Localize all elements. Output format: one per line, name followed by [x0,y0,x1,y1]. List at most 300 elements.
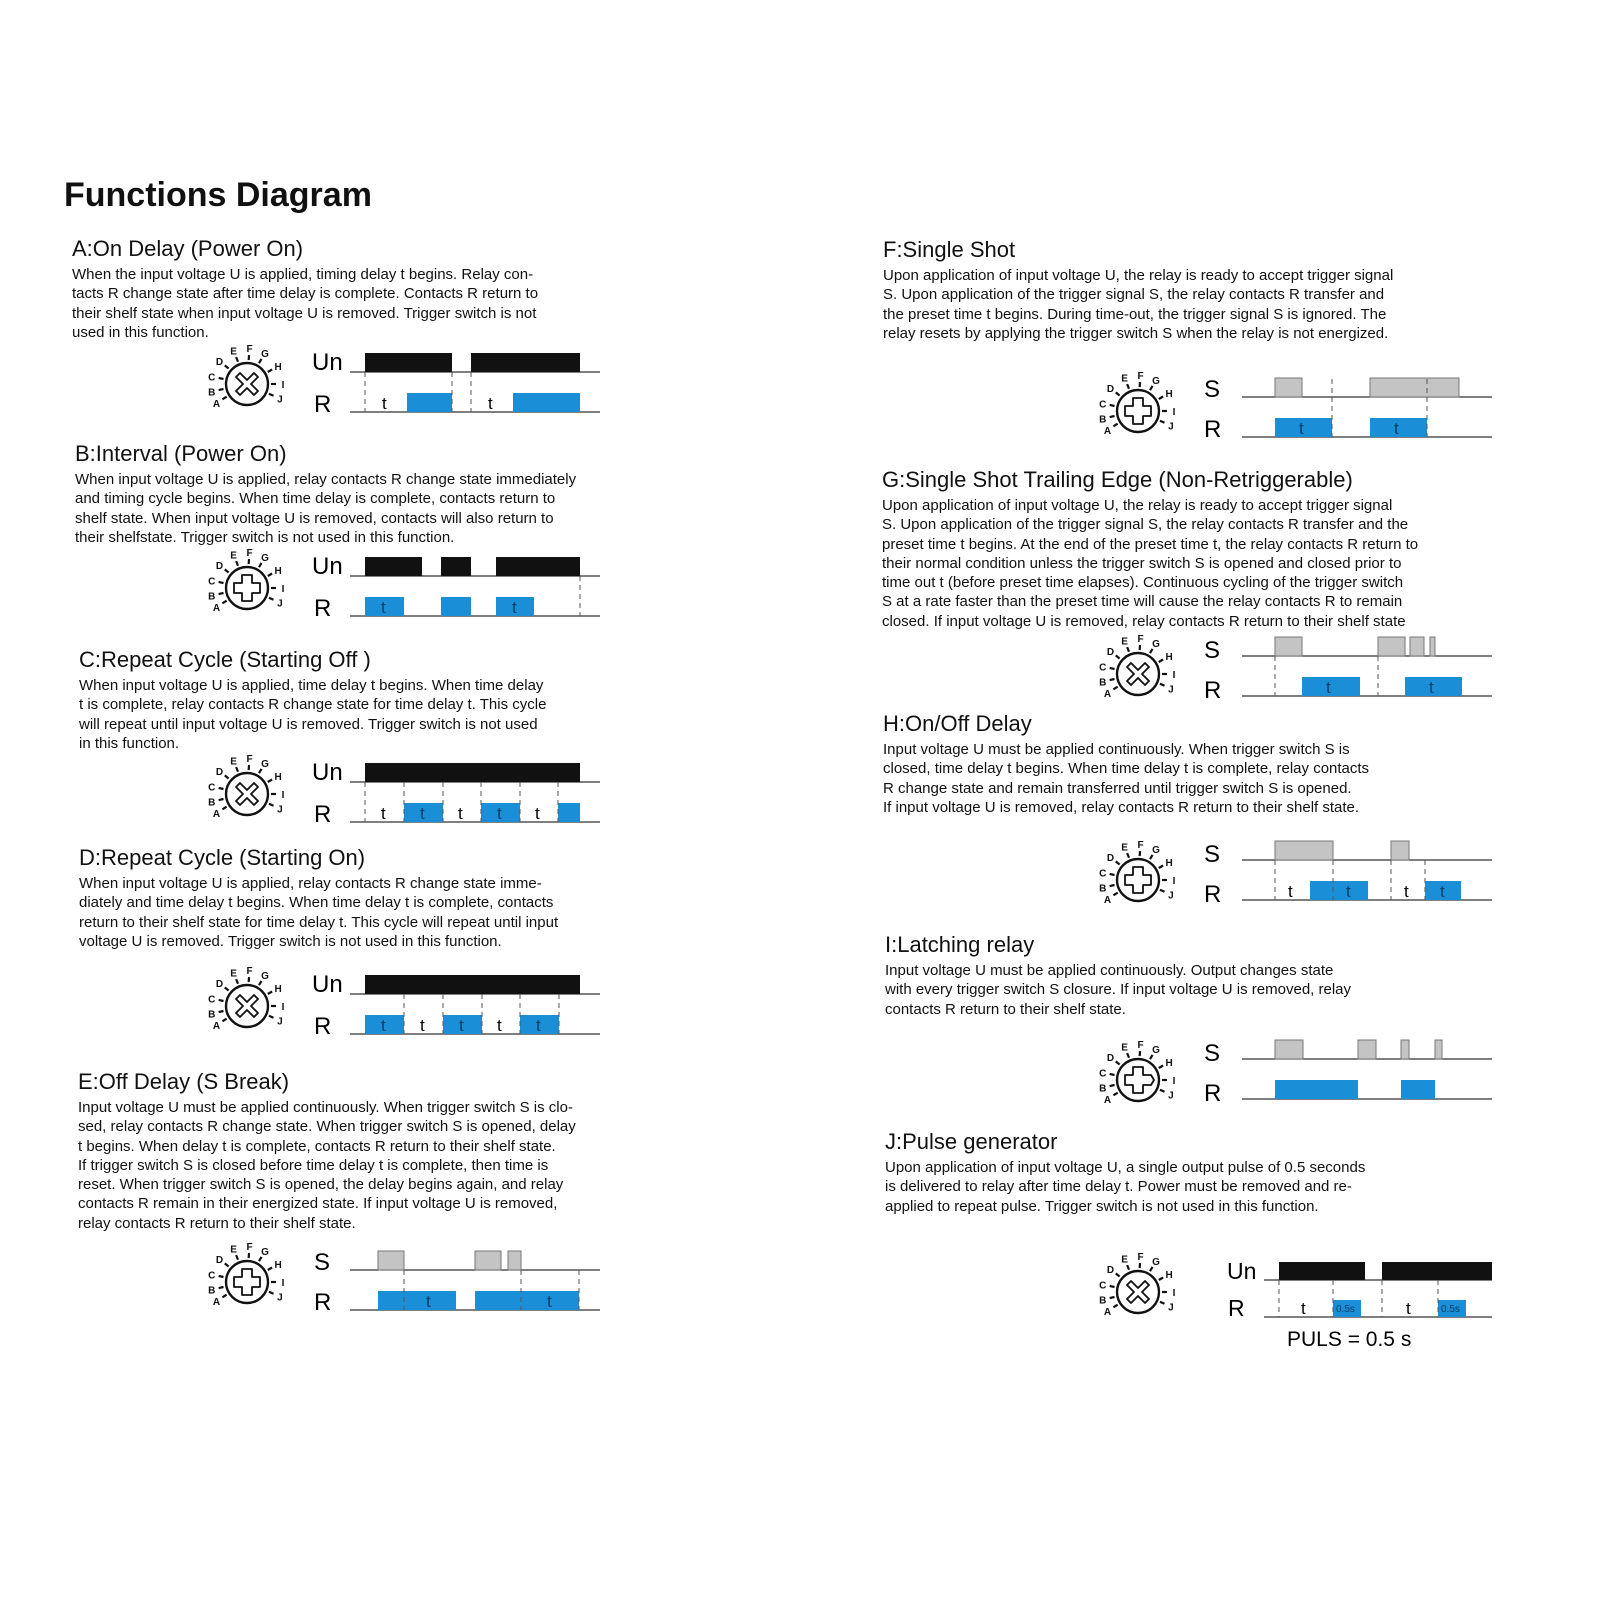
dial-letter: B [208,591,216,603]
timing-diagram-a [200,344,620,424]
dial-letter: E [230,756,237,768]
dial-letter: I [1172,407,1176,418]
dial-letter: B [1099,1295,1107,1307]
dial-letter: C [208,1270,216,1282]
delay-label: t [1429,678,1434,697]
dial-tick [219,582,224,583]
s-pulse [1430,637,1435,656]
dial-letter: J [277,598,283,610]
delay-label: t [488,394,493,413]
s-pulse [1391,841,1409,860]
section-description: When the input voltage U is applied, timing delay t begins. Relay con- tacts R change state after time delay is complete. Contacts R return to their shelf state when input voltage U is removed. Trigger switch is not used in this function. [72,266,539,341]
dial-letter: E [1121,1042,1128,1054]
section-title: D:Repeat Cycle (Starting On) [79,845,366,870]
dial-letter: A [212,603,221,615]
dial-tick [222,1019,226,1022]
dial-letter: B [208,1285,216,1297]
dial-letter: I [1172,1288,1176,1299]
dial-tick [1110,416,1115,417]
mode-dial-icon [1099,840,1175,906]
dial-letter: F [246,1242,253,1254]
dial-tick [219,378,224,379]
dial-letter: A [1103,895,1112,907]
delay-label: t [459,1016,464,1035]
dial-letter: F [1137,1252,1144,1264]
dial-letter: H [274,984,282,995]
un-pulse [1382,1262,1492,1280]
dial-letter: B [208,797,216,809]
r-pulse [1401,1080,1435,1099]
dial-letter: H [274,1260,282,1271]
dial-letter: I [281,1278,285,1289]
r-pulse [407,393,452,412]
dial-tick [1110,405,1115,406]
dial-letter: G [261,1246,269,1258]
delay-label: t [426,1292,431,1311]
dial-letter: I [1172,876,1176,887]
dial-letter: F [246,344,253,356]
dial-tick [236,767,238,772]
dial-tick [225,1263,229,1266]
section-c [79,647,546,753]
s-pulse [1378,637,1405,656]
delay-label: t [381,598,386,617]
dial-letter: J [1168,890,1174,902]
dial-tick [1110,874,1115,875]
signal-label-r: R [1204,1080,1222,1107]
dial-letter: D [1106,1052,1115,1064]
dial-letter: E [1121,1254,1128,1266]
section-title: J:Pulse generator [885,1129,1058,1154]
dial-letter: J [277,394,283,406]
dial-letter: J [1168,421,1174,433]
s-pulse [1370,378,1459,397]
dial-letter: J [277,804,283,816]
signal-label-r: R [1204,416,1222,443]
section-d [79,845,558,951]
section-description: When input voltage U is applied, time delay t begins. When time delay t is complete, relay contacts R change state for time delay t. This cycle will repeat until input voltage U is removed. Trigger switch is not used in this function. [79,677,547,752]
s-pulse [1401,1040,1409,1059]
section-description: Input voltage U must be applied continuously. When trigger switch S is closed, time delay t begins. When time delay t is complete, relay contacts R change state and remain transferred until trigger switch S is opened. If input voltage U is removed, relay contacts R return to their shelf state. [883,741,1370,816]
section-title: F:Single Shot [883,237,1016,262]
dial-letter: E [230,346,237,358]
dial-tick [1110,885,1115,886]
dial-tick [1127,1053,1129,1058]
delay-label: t [1440,882,1445,901]
dial-tick [1160,1090,1165,1092]
section-title: B:Interval (Power On) [75,441,287,466]
dial-tick [225,775,229,778]
section-f [883,237,1393,343]
dial-tick [1127,1265,1129,1270]
dial-tick [1110,1074,1115,1075]
dial-letter: A [212,1021,221,1033]
signal-label-un: Un [312,553,343,580]
dial-letter: E [230,968,237,980]
section-description: Upon application of input voltage U, the relay is ready to accept trigger signal S. Upon application of the trigger signal S, the relay contacts R transfer and the preset time t begins. At the end of the preset time t, the relay contacts R return to their normal condition unless the trigger switch S is opened and closed prior to time out t (before preset time elapses). Continuous cycling of the trigger switch S at a rate faster than the preset time will cause the relay contacts R to remain closed. If input voltage U is removed, relay contacts R return to their shelf state [882,497,1419,630]
dial-tick [1113,1093,1117,1096]
dial-letter: E [1121,636,1128,648]
s-pulse [1358,1040,1376,1059]
dial-tick [1113,424,1117,427]
dial-tick [219,389,224,390]
dial-tick [236,1255,238,1260]
dial-letter: C [1099,662,1107,674]
dial-letter: J [1168,1090,1174,1102]
s-pulse [378,1251,404,1270]
dial-tick [268,574,272,577]
signal-label-r: R [314,1013,332,1040]
dial-tick [269,394,274,396]
dial-tick [1160,421,1165,423]
dial-tick [1110,679,1115,680]
dial-tick [269,1292,274,1294]
dial-tick [1160,890,1165,892]
timing-diagram-b [200,548,620,628]
dial-letter: F [1137,634,1144,646]
dial-tick [1159,1278,1163,1281]
dial-tick [219,593,224,594]
dial-tick [1113,893,1117,896]
dial-letter: D [1106,383,1115,395]
delay-label: t [381,804,386,823]
mode-dial-icon [1099,634,1175,700]
section-title: A:On Delay (Power On) [72,236,304,261]
dial-letter: F [1137,371,1144,383]
r-pulse [378,1291,456,1310]
s-pulse [1435,1040,1442,1059]
dial-tick [269,1016,274,1018]
delay-label: t [512,598,517,617]
dial-tick [219,1011,224,1012]
un-pulse [365,353,452,372]
signal-label-r: R [1204,881,1222,908]
dial-letter: B [1099,883,1107,895]
dial-tick [268,1268,272,1271]
dial-tick [1116,1273,1120,1276]
r-pulse [513,393,580,412]
signal-label-un: Un [312,349,343,376]
dial-letter: J [1168,684,1174,696]
dial-letter: G [1152,638,1160,650]
section-description: When input voltage U is applied, relay contacts R change state imme- diately and time delay t begins. When time delay t is complete, contacts return to their shelf state for time delay t. This cycle will repeat until input voltage U is removed. Trigger switch is not used in this function. [79,875,559,950]
timing-diagram-h [1092,838,1532,922]
mode-dial-icon [208,344,284,410]
dial-letter: H [274,566,282,577]
signal-label-r: R [1204,677,1222,704]
dial-letter: D [1106,1264,1115,1276]
un-pulse [365,763,580,782]
mode-dial-icon [1099,1040,1175,1106]
mode-dial-icon [208,548,284,614]
section-title: C:Repeat Cycle (Starting Off ) [79,647,371,672]
dial-letter: E [230,550,237,562]
dial-tick [269,804,274,806]
dial-tick [1160,684,1165,686]
delay-label: t [381,1016,386,1035]
dial-letter: B [1099,677,1107,689]
section-h [883,711,1369,817]
timing-diagram-j [1092,1250,1532,1360]
section-b [75,441,576,547]
dial-letter: G [261,348,269,360]
signal-label-r: R [314,801,332,828]
dial-letter: F [1137,1040,1144,1052]
dial-letter: D [215,1254,224,1266]
dial-letter: A [1103,1095,1112,1107]
dial-tick [225,365,229,368]
section-e [78,1069,576,1233]
s-pulse [1275,378,1302,397]
timing-diagram-f [1092,369,1532,453]
dial-tick [268,992,272,995]
dial-letter: J [1168,1302,1174,1314]
dial-letter: H [274,772,282,783]
signal-label-un: Un [312,759,343,786]
dial-tick [1113,1305,1117,1308]
dial-tick [1116,1061,1120,1064]
dial-tick [222,1295,226,1298]
r-pulse [558,803,580,822]
un-pulse [441,557,471,576]
dial-tick [268,780,272,783]
dial-tick [1110,1085,1115,1086]
signal-label-r: R [1228,1295,1245,1321]
dial-letter: G [261,552,269,564]
delay-label: t [535,804,540,823]
dial-tick [219,788,224,789]
r-pulse [475,1291,579,1310]
dial-tick [222,601,226,604]
dial-letter: F [1137,840,1144,852]
dial-tick [225,987,229,990]
delay-label: t [536,1016,541,1035]
section-g [882,467,1418,631]
delay-label: t [1326,678,1331,697]
delay-label: t [1406,1299,1411,1318]
section-description: Upon application of input voltage U, the relay is ready to accept trigger signal S. Upon application of the trigger signal S, the relay contacts R transfer and the preset time t begins. During time-out, the trigger signal S is ignored. The relay resets by applying the trigger switch S when the relay is not energized. [883,267,1394,342]
dial-letter: C [1099,1280,1107,1292]
delay-label: t [420,804,425,823]
signal-label-un: Un [1227,1258,1257,1284]
dial-letter: D [1106,852,1115,864]
dial-tick [1127,647,1129,652]
pulse-label: 0.5s [1441,1304,1460,1315]
section-title: I:Latching relay [885,932,1035,957]
dial-tick [236,357,238,362]
delay-label: t [497,804,502,823]
dial-tick [1159,866,1163,869]
dial-letter: F [246,754,253,766]
dial-tick [1110,668,1115,669]
mode-dial-icon [1099,371,1175,437]
dial-letter: A [1103,689,1112,701]
dial-letter: G [1152,844,1160,856]
section-title: H:On/Off Delay [883,711,1032,736]
s-pulse [475,1251,501,1270]
dial-letter: C [1099,868,1107,880]
dial-letter: I [281,790,285,801]
dial-letter: H [1165,1058,1173,1069]
un-pulse [496,557,580,576]
dial-tick [225,569,229,572]
dial-tick [236,561,238,566]
dial-tick [1116,392,1120,395]
mode-dial-icon [1099,1252,1175,1318]
signal-label-r: R [314,595,332,622]
section-description: Input voltage U must be applied continuously. When trigger switch S is clo- sed, relay contacts R change state. When trigger switch S is opened, delay t begins. When delay t is complete, contacts R return to their shelf state. If trigger switch S is closed before time delay t is complete, then time is reset. When trigger switch S is opened, the delay begins again, and relay contacts R remain in their energized state. If input voltage U is removed, relay contacts R return to their shelf state. [78,1099,576,1232]
un-pulse [365,557,422,576]
s-pulse [1410,637,1424,656]
timing-diagram-e [200,1242,620,1322]
signal-label-s: S [1204,637,1221,664]
dial-tick [268,370,272,373]
dial-letter: G [1152,1044,1160,1056]
signal-label-r: R [314,391,332,418]
mode-dial-icon [208,966,284,1032]
dial-letter: F [246,548,253,560]
dial-letter: A [1103,1307,1112,1319]
dial-letter: C [208,576,216,588]
r-pulse [1310,881,1368,900]
un-pulse [471,353,580,372]
dial-tick [1159,1066,1163,1069]
dial-tick [1159,397,1163,400]
section-a [72,236,538,342]
un-pulse [1279,1262,1365,1280]
dial-letter: D [215,766,224,778]
dial-tick [1110,1286,1115,1287]
signal-label-s: S [1204,376,1221,403]
dial-tick [269,598,274,600]
dial-letter: I [281,1002,285,1013]
s-pulse [508,1251,521,1270]
section-description: When input voltage U is applied, relay contacts R change state immediately and timing cycle begins. When time delay is complete, contacts return to shelf state. When input voltage U is removed, contacts will also return to their shelfstate. Trigger switch is not used in this function. [75,471,577,546]
section-j [885,1129,1365,1216]
delay-label: t [497,1016,502,1035]
dial-letter: D [215,560,224,572]
dial-letter: A [212,809,221,821]
dial-letter: B [1099,1083,1107,1095]
dial-tick [1127,384,1129,389]
page-title: Functions Diagram [64,176,372,214]
dial-letter: G [261,970,269,982]
signal-label-un: Un [312,971,343,998]
dial-letter: J [277,1292,283,1304]
dial-letter: E [1121,373,1128,385]
r-pulse [441,597,471,616]
dial-letter: C [1099,1068,1107,1080]
dial-letter: D [215,356,224,368]
section-description: Upon application of input voltage U, a single output pulse of 0.5 seconds is delivered to relay after time delay t. Power must be removed and re- applied to repeat pulse. Trigger switch is not used in this function. [885,1159,1366,1215]
delay-label: t [1288,882,1293,901]
dial-tick [222,397,226,400]
dial-letter: C [1099,399,1107,411]
delay-label: t [1394,419,1399,438]
dial-letter: H [1165,858,1173,869]
r-pulse [1275,1080,1358,1099]
un-pulse [365,975,580,994]
timing-diagram-c [200,754,620,834]
signal-label-s: S [1204,841,1221,868]
dial-letter: A [212,1297,221,1309]
s-pulse [1275,1040,1303,1059]
dial-tick [1160,1302,1165,1304]
dial-tick [219,799,224,800]
dial-letter: D [1106,646,1115,658]
dial-letter: C [208,994,216,1006]
delay-label: t [1404,882,1409,901]
dial-tick [219,1287,224,1288]
timing-diagram-g [1092,632,1532,716]
dial-letter: A [212,399,221,411]
signal-label-s: S [1204,1040,1221,1067]
dial-tick [1159,660,1163,663]
dial-letter: C [208,372,216,384]
pulse-label: 0.5s [1336,1304,1355,1315]
dial-tick [1116,861,1120,864]
delay-label: t [382,394,387,413]
dial-letter: G [261,758,269,770]
dial-letter: H [274,362,282,373]
dial-tick [1113,687,1117,690]
dial-letter: D [215,978,224,990]
dial-letter: I [1172,1076,1176,1087]
timing-diagram-i [1092,1038,1532,1122]
dial-letter: G [1152,1256,1160,1268]
dial-letter: G [1152,375,1160,387]
mode-dial-icon [208,754,284,820]
s-pulse [1275,841,1333,860]
delay-label: t [420,1016,425,1035]
dial-tick [1116,655,1120,658]
dial-letter: I [281,380,285,391]
delay-label: t [1301,1299,1306,1318]
dial-tick [219,1000,224,1001]
dial-letter: H [1165,389,1173,400]
timing-diagram-d [200,966,620,1046]
dial-tick [1127,853,1129,858]
dial-tick [219,1276,224,1277]
dial-letter: J [277,1016,283,1028]
pulse-caption: PULS = 0.5 s [1287,1328,1412,1351]
dial-letter: I [1172,670,1176,681]
delay-label: t [1299,419,1304,438]
dial-letter: A [1103,426,1112,438]
dial-tick [222,807,226,810]
dial-tick [236,979,238,984]
section-description: Input voltage U must be applied continuously. Output changes state with every trigger switch S closure. If input voltage U is removed, relay contacts R return to their shelf state. [885,962,1352,1018]
dial-letter: E [230,1244,237,1256]
section-i [885,932,1351,1019]
dial-letter: B [1099,414,1107,426]
dial-letter: C [208,782,216,794]
dial-letter: I [281,584,285,595]
mode-dial-icon [208,1242,284,1308]
section-title: G:Single Shot Trailing Edge (Non-Retriggerable) [882,467,1353,492]
signal-label-r: R [314,1289,332,1316]
dial-letter: F [246,966,253,978]
dial-letter: B [208,1009,216,1021]
dial-letter: B [208,387,216,399]
signal-label-s: S [314,1249,331,1276]
delay-label: t [547,1292,552,1311]
dial-letter: E [1121,842,1128,854]
dial-tick [1110,1297,1115,1298]
delay-label: t [458,804,463,823]
delay-label: t [1346,882,1351,901]
s-pulse [1275,637,1302,656]
